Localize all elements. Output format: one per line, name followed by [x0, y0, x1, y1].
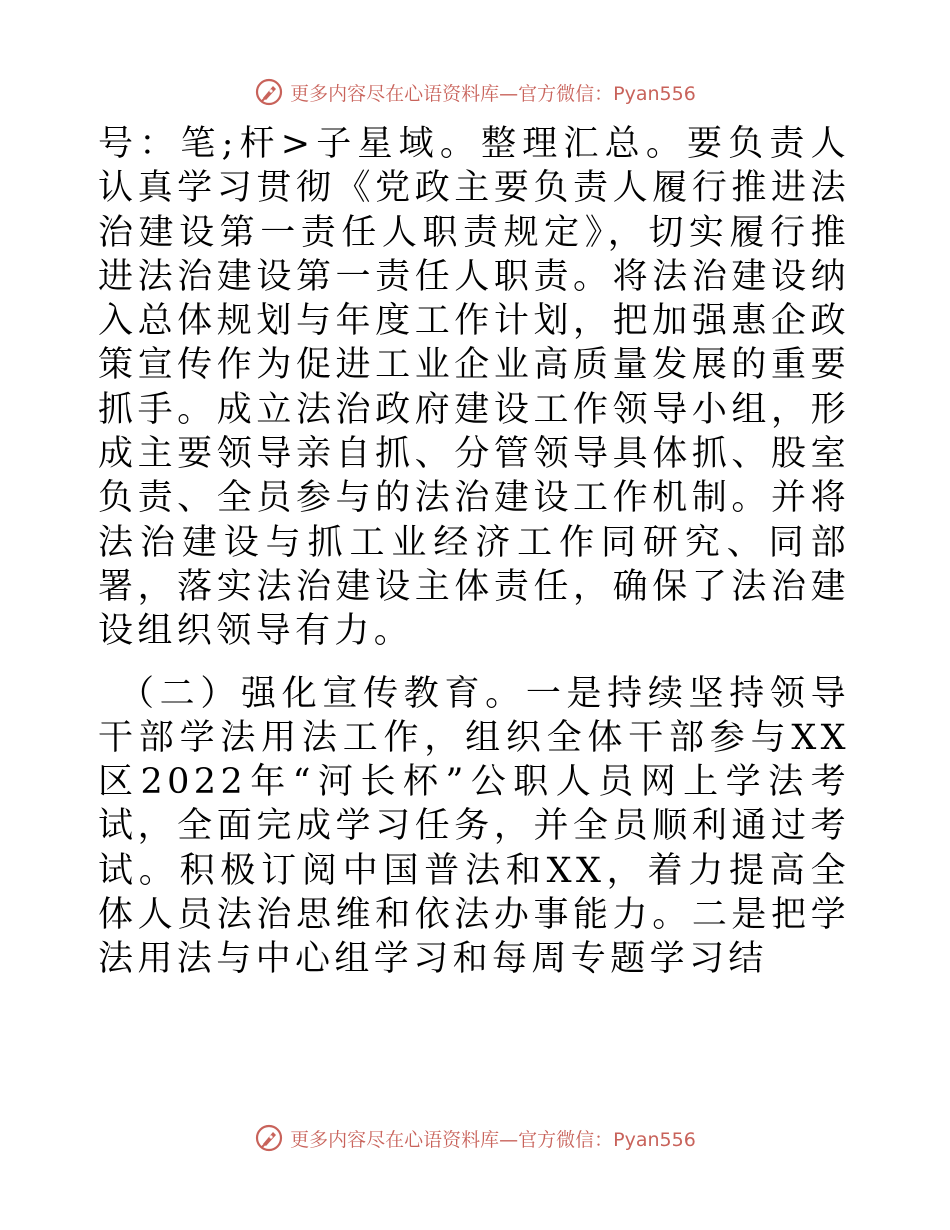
pen-nib-logo-icon: [254, 1123, 284, 1153]
watermark-text: 更多内容尽在心语资料库—官方微信：Pyan556: [290, 1128, 696, 1151]
header-watermark: [0, 72, 950, 112]
paragraph-2: （二）强化宣传教育。一是持续坚持领导干部学法用法工作，组织全体干部参与XX区2022年“河长杯”公职人员网上学法考试，全面完成学习任务，并全员顺利通过考试。积极订阅中国普法和XX，着力提高全体人员法治思维和依法办事能力。二是把学法用法与中心组学习和每周专题学习结: [98, 673, 850, 980]
pen-nib-logo-icon: [254, 77, 284, 107]
document-body: [98, 122, 850, 982]
paragraph-1: 号：笔;杆>子星域。整理汇总。要负责人认真学习贯彻《党政主要负责人履行推进法治建设第一责任人职责规定》，切实履行推进法治建设第一责任人职责。将法治建设纳入总体规划与年度工作计划，把加强惠企政策宣传作为促进工业企业高质量发展的重要抓手。成立法治政府建设工作领导小组，形成主要领导亲自抓、分管领导具体抓、股室负责、全员参与的法治建设工作机制。并将法治建设与抓工业经济工作同研究、同部署，落实法治建设主体责任，确保了法治建设组织领导有力。: [98, 124, 850, 652]
footer-watermark: [0, 1118, 950, 1158]
watermark-text: 更多内容尽在心语资料库—官方微信：Pyan556: [290, 82, 696, 105]
